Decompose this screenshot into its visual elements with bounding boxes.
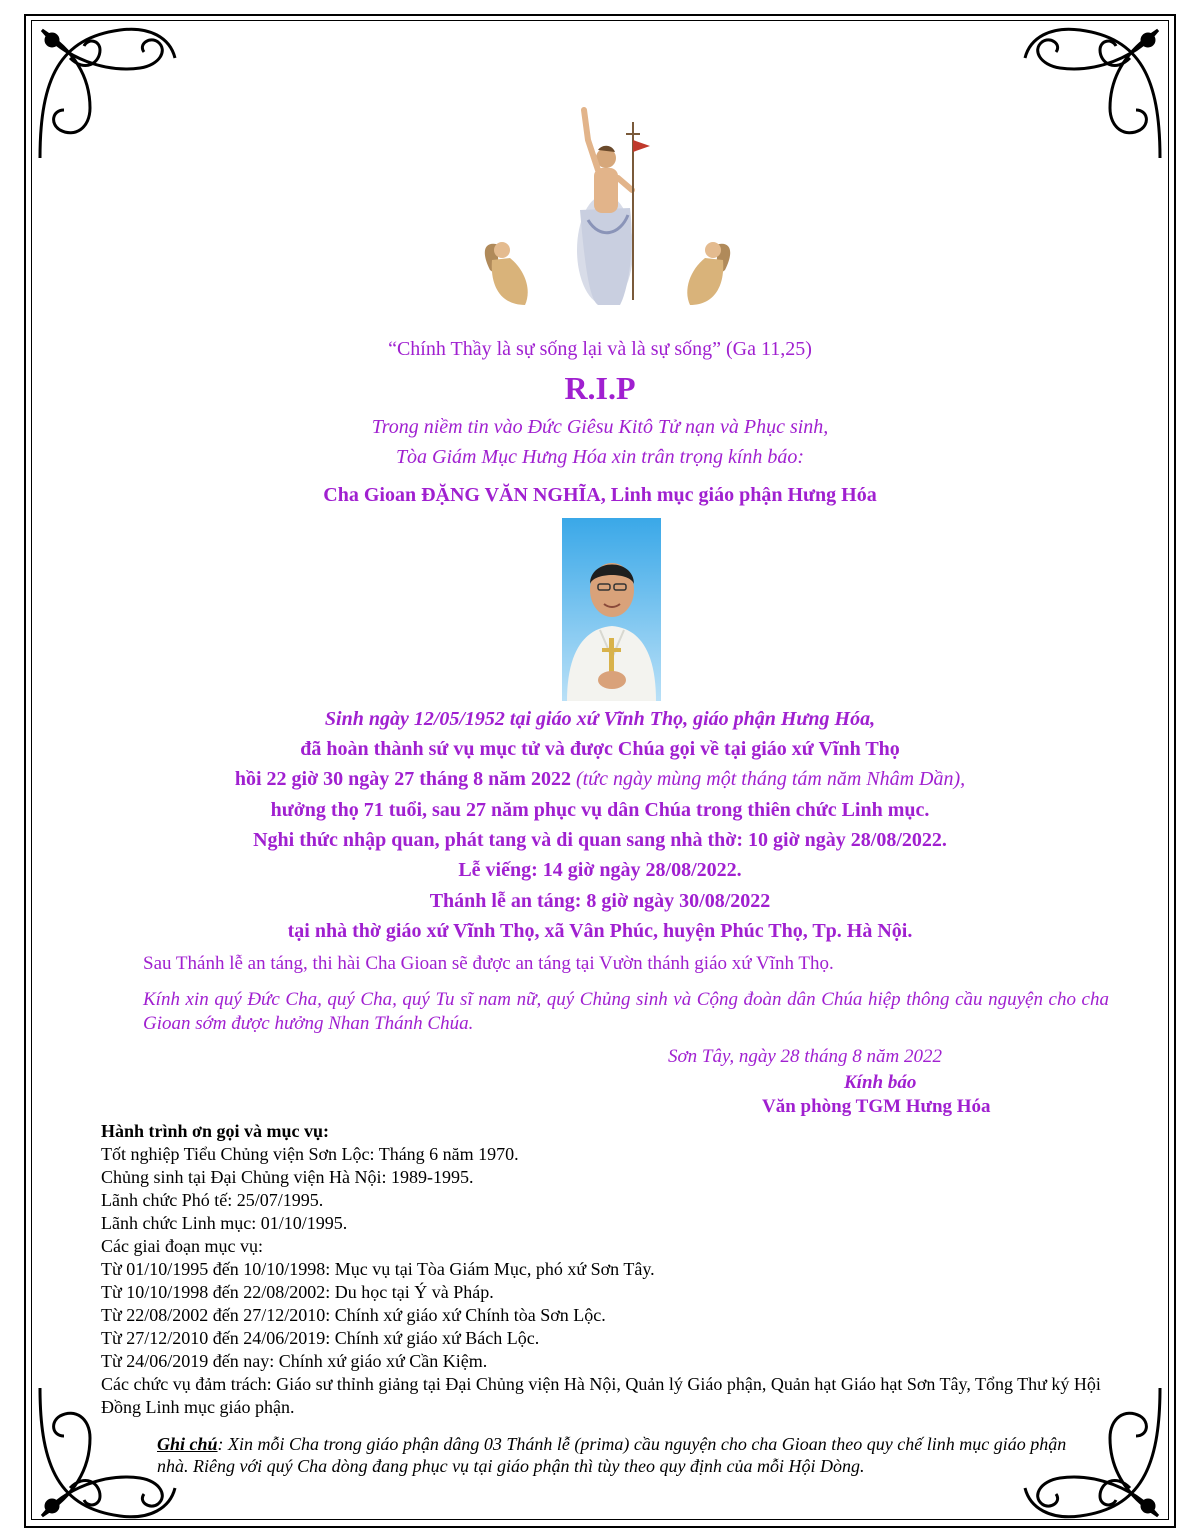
death-time: hồi 22 giờ 30 ngày 27 tháng 8 năm 2022	[234, 768, 571, 790]
funeral-location-line: tại nhà thờ giáo xứ Vĩnh Thọ, xã Vân Phúc, huyện Phúc Thọ, Tp. Hà Nội.	[287, 920, 913, 942]
footnote-text: : Xin mỗi Cha trong giáo phận dâng 03 Thánh lễ (prima) cầu nguyện cho cha Gioan theo quy chế linh mục giáo phận nhà. Riêng với quý Cha dòng đang phục vụ tại giáo phận thì tùy theo quy định của mỗi Hội Dòng.	[157, 1434, 1067, 1476]
list-item: Lãnh chức Linh mục: 01/10/1995.	[101, 1213, 348, 1233]
list-item: Tốt nghiệp Tiểu Chủng viện Sơn Lộc: Tháng 6 năm 1970.	[101, 1144, 519, 1164]
career-heading: Hành trình ơn gọi và mục vụ:	[101, 1121, 330, 1141]
called-home-line: đã hoàn thành sứ vụ mục tử và được Chúa gọi về tại giáo xứ Vĩnh Thọ	[300, 738, 900, 760]
rip-title: R.I.P	[564, 370, 636, 406]
priest-name: Cha Gioan ĐẶNG VĂN NGHĨA, Linh mục giáo phận Hưng Hóa	[323, 484, 877, 506]
signature-closing: Kính báo	[844, 1072, 917, 1093]
list-item: Từ 10/10/1998 đến 22/08/2002: Du học tại Ý và Pháp.	[101, 1282, 494, 1302]
lunar-date: (tức ngày mùng một tháng tám năm Nhâm Dần),	[575, 768, 966, 790]
career-section	[101, 1120, 1101, 1419]
list-item: Các giai đoạn mục vụ:	[101, 1236, 263, 1256]
footnote	[157, 1433, 1097, 1477]
list-item: Lãnh chức Phó tế: 25/07/1995.	[101, 1190, 324, 1210]
intro-line-1: Trong niềm tin vào Đức Giêsu Kitô Tử nạn và Phục sinh,	[371, 416, 829, 438]
footnote-label: Ghi chú	[157, 1434, 218, 1454]
prayer-request: Kính xin quý Đức Cha, quý Cha, quý Tu sĩ nam nữ, quý Chủng sinh và Cộng đoàn dân Chúa hiệp thông cầu nguyện cho cha Gioan sớm được hưởng Nhan Thánh Chúa.	[143, 989, 1109, 1034]
priest-portrait	[562, 518, 661, 701]
intro-line-2: Tòa Giám Mục Hưng Hóa xin trân trọng kính báo:	[395, 446, 805, 468]
list-item: Từ 27/12/2010 đến 24/06/2019: Chính xứ giáo xứ Bách Lộc.	[101, 1328, 540, 1348]
death-time-line	[0, 768, 1200, 791]
scripture-quote: “Chính Thầy là sự sống lại và là sự sống” (Ga 11,25)	[388, 338, 812, 360]
ornament-corner-icon	[1020, 18, 1170, 168]
signature-date: Sơn Tây, ngày 28 tháng 8 năm 2022	[668, 1046, 943, 1067]
list-item: Từ 01/10/1995 đến 10/10/1998: Mục vụ tại Tòa Giám Mục, phó xứ Sơn Tây.	[101, 1259, 655, 1279]
burial-note: Sau Thánh lễ an táng, thi hài Cha Gioan sẽ được an táng tại Vườn thánh giáo xứ Vĩnh Thọ.	[143, 953, 834, 974]
age-service-line: hưởng thọ 71 tuổi, sau 27 năm phục vụ dân Chúa trong thiên chức Linh mục.	[270, 799, 930, 821]
visitation-line: Lễ viếng: 14 giờ ngày 28/08/2022.	[458, 859, 742, 881]
ornament-corner-icon	[30, 18, 180, 168]
list-item: Từ 22/08/2002 đến 27/12/2010: Chính xứ giáo xứ Chính tòa Sơn Lộc.	[101, 1305, 606, 1325]
resurrection-image	[470, 100, 745, 312]
list-item: Từ 24/06/2019 đến nay: Chính xứ giáo xứ Cần Kiệm.	[101, 1351, 488, 1371]
list-item: Các chức vụ đảm trách: Giáo sư thỉnh giảng tại Đại Chủng viện Hà Nội, Quản lý Giáo phận, Quản hạt Giáo hạt Sơn Tây, Tổng Thư ký Hội Đồng Linh mục giáo phận.	[101, 1374, 1101, 1417]
birth-line: Sinh ngày 12/05/1952 tại giáo xứ Vĩnh Thọ, giáo phận Hưng Hóa,	[324, 708, 876, 730]
encoffining-line: Nghi thức nhập quan, phát tang và di quan sang nhà thờ: 10 giờ ngày 28/08/2022.	[253, 829, 947, 851]
list-item: Chủng sinh tại Đại Chủng viện Hà Nội: 1989-1995.	[101, 1167, 474, 1187]
funeral-mass-line: Thánh lễ an táng: 8 giờ ngày 30/08/2022	[429, 890, 771, 912]
signature-office: Văn phòng TGM Hưng Hóa	[762, 1096, 991, 1117]
